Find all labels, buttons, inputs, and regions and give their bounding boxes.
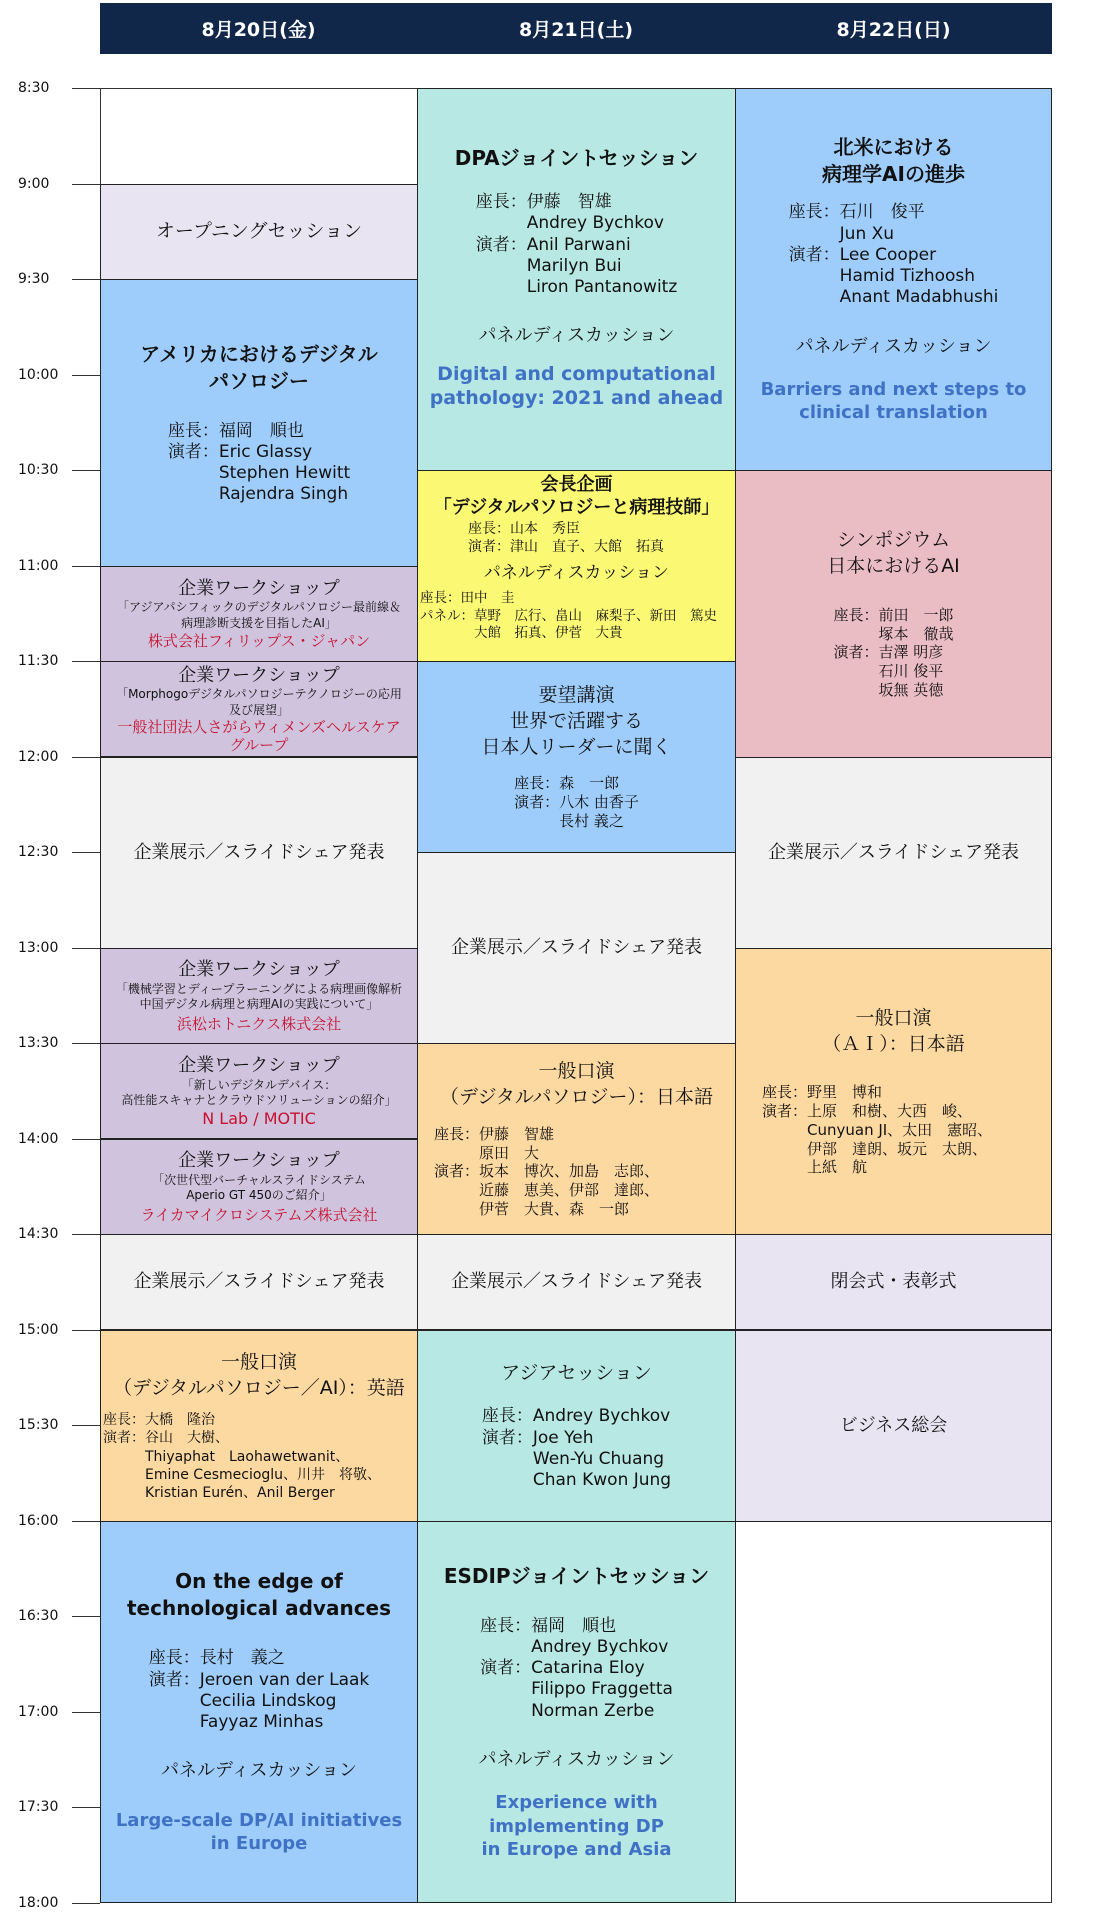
- sun-oral-ai: [735, 948, 1052, 1235]
- time-tick: [72, 566, 100, 567]
- time-label: 9:30: [18, 271, 50, 287]
- time-tick: [72, 184, 100, 185]
- speaker-list: 座長：Andrey Bychkov 演者：Joe Yeh Wen-Yu Chuang Chan Kwon Jung: [481, 1406, 672, 1491]
- speaker-list: 座長：山本 秀臣 演者：津山 直子、大館 拓真: [468, 520, 664, 555]
- time-tick: [72, 470, 100, 471]
- session-title: ESDIPジョイントセッション: [443, 1563, 710, 1588]
- workshop-topic: 「機械学習とディープラーニングによる病理画像解析: [115, 981, 403, 996]
- panel-topic: pathology: 2021 and ahead: [429, 387, 724, 410]
- workshop-heading: 企業ワークショップ: [178, 1055, 340, 1077]
- session-title: 病理学AIの進歩: [822, 162, 965, 187]
- exhibition-title: 企業展示／スライドシェア発表: [133, 1271, 385, 1293]
- time-tick: [72, 661, 100, 662]
- speaker-list: 座長：大橋 隆治 演者：谷山 大樹、 Thiyaphat Laohawetwanit、 Emine Cesmecioglu、川井 将敬、 Kristian Eurén、Anil Berger: [103, 1412, 382, 1501]
- time-label: 12:30: [18, 844, 59, 860]
- time-tick: [72, 1139, 100, 1140]
- time-label: 10:00: [18, 367, 59, 383]
- time-tick: [72, 852, 100, 853]
- panel-label: パネルディスカッション: [483, 563, 670, 584]
- session-title: パソロジー: [209, 368, 309, 393]
- time-tick: [72, 757, 100, 758]
- time-label: 8:30: [18, 80, 50, 96]
- header-day-1: 8月20日(金): [100, 3, 417, 54]
- speaker-list: 座長：福岡 順也 Andrey Bychkov 演者：Catarina Eloy Filippo Fraggetta Norman Zerbe: [480, 1615, 673, 1721]
- session-title: 要望講演: [538, 684, 615, 707]
- workshop-company: ライカマイクロシステムズ株式会社: [140, 1205, 378, 1224]
- panel-label: パネルディスカッション: [478, 325, 675, 347]
- time-label: 11:00: [18, 558, 59, 574]
- fri-exhibition-2: [100, 1234, 418, 1330]
- session-title: 一般口演: [220, 1350, 297, 1373]
- time-tick: [72, 1807, 100, 1808]
- session-title: 一般口演: [855, 1006, 932, 1029]
- panel-topic: in Europe: [210, 1833, 308, 1855]
- sat-exhibition-2: [417, 1234, 736, 1330]
- fri-workshop-morphogo: [100, 661, 418, 757]
- speaker-list: 座長：森 一郎 演者：八木 由香子 長村 義之: [514, 774, 639, 830]
- exhibition-title: 企業展示／スライドシェア発表: [450, 937, 703, 959]
- workshop-topic: 中国デジタル病理と病理AIの実践について」: [139, 997, 379, 1012]
- workshop-topic: 病理診断支援を目指したAI」: [181, 615, 337, 630]
- panel-label: パネルディスカッション: [160, 1760, 358, 1782]
- time-label: 18:00: [18, 1895, 59, 1911]
- header-day-2: 8月21日(土): [417, 3, 735, 54]
- workshop-company: 浜松ホトニクス株式会社: [176, 1014, 342, 1033]
- business-title: ビジネス総会: [839, 1415, 948, 1437]
- workshop-heading: 企業ワークショップ: [178, 959, 340, 981]
- opening-title: オープニングセッション: [155, 220, 363, 243]
- time-label: 15:00: [18, 1322, 59, 1338]
- session-title: （ＡＩ）：日本語: [822, 1032, 965, 1055]
- session-title: 世界で活躍する: [509, 710, 643, 733]
- time-label: 17:00: [18, 1704, 59, 1720]
- sat-keynote-session: [417, 661, 736, 853]
- frame-top: [100, 88, 417, 89]
- fri-workshop-philips: [100, 566, 418, 662]
- session-title: 一般口演: [538, 1060, 615, 1083]
- panel-topic: Barriers and next steps to: [760, 378, 1027, 400]
- workshop-heading: 企業ワークショップ: [178, 1150, 340, 1172]
- fri-workshop-leica: [100, 1139, 418, 1235]
- time-label: 17:30: [18, 1799, 59, 1815]
- session-title: （デジタルパソロジー）：日本語: [439, 1086, 714, 1109]
- sun-exhibition-1: [735, 757, 1052, 949]
- time-tick: [72, 1903, 100, 1904]
- time-tick: [72, 279, 100, 280]
- time-tick: [72, 1616, 100, 1617]
- time-tick: [72, 375, 100, 376]
- workshop-topic: 高性能スキャナとクラウドソリューションの紹介」: [121, 1093, 397, 1108]
- workshop-topic: 「次世代型バーチャルスライドシステム: [152, 1172, 366, 1187]
- session-title: アメリカにおけるデジタル: [140, 341, 378, 366]
- workshop-heading: 企業ワークショップ: [178, 664, 340, 686]
- exhibition-title: 企業展示／スライドシェア発表: [450, 1271, 703, 1293]
- fri-oral-english: [100, 1330, 418, 1522]
- panel-topic: implementing DP: [489, 1815, 664, 1837]
- workshop-company: 株式会社フィリップス・ジャパン: [147, 631, 371, 650]
- time-label: 13:30: [18, 1035, 59, 1051]
- time-label: 14:30: [18, 1226, 59, 1242]
- speaker-list: 座長：長村 義之 演者：Jeroen van der Laak Cecilia Lindskog Fayyaz Minhas: [148, 1648, 370, 1733]
- sat-esdip-session: [417, 1521, 736, 1903]
- time-label: 14:00: [18, 1131, 59, 1147]
- fri-america-session: [100, 279, 418, 567]
- panel-member-list: 座長：田中 圭 パネル：草野 広行、畠山 麻梨子、新田 篤史 大館 拓真、伊菅 大貴: [420, 590, 717, 642]
- time-label: 12:00: [18, 749, 59, 765]
- time-label: 9:00: [18, 176, 50, 192]
- time-label: 10:30: [18, 462, 59, 478]
- panel-topic: Digital and computational: [437, 362, 716, 385]
- speaker-list: 座長：石川 俊平 Jun Xu 演者：Lee Cooper Hamid Tizhoosh Anant Madabhushi: [788, 202, 999, 308]
- workshop-topic: 「アジアパシフィックのデジタルパソロジー最前線＆: [116, 600, 402, 615]
- session-title: 会長企画: [540, 474, 613, 495]
- sat-dpa-session: [417, 88, 736, 471]
- speaker-list: 座長：野里 博和 演者：上原 和樹、大西 峻、 Cunyuan JI、太田 憲昭、 伊部 達朗、坂元 太朗、 上紙 航: [762, 1083, 993, 1177]
- time-label: 16:30: [18, 1608, 59, 1624]
- sun-business-meeting: [735, 1330, 1052, 1522]
- workshop-company: 一般社団法人さがらウィメンズヘルスケア: [117, 718, 401, 737]
- workshop-company: グループ: [229, 736, 289, 755]
- panel-topic: in Europe and Asia: [481, 1839, 672, 1861]
- sat-exhibition-1: [417, 852, 736, 1044]
- time-label: 16:00: [18, 1513, 59, 1529]
- session-title: 「デジタルパソロジーと病理技師」: [433, 497, 720, 519]
- panel-topic: Experience with: [495, 1792, 658, 1814]
- session-title: （デジタルパソロジー／AI）：英語: [113, 1376, 405, 1399]
- session-title: アジアセッション: [501, 1361, 652, 1384]
- workshop-heading: 企業ワークショップ: [178, 577, 340, 599]
- speaker-list: 座長：伊藤 智雄 原田 大 演者：坂本 博次、加島 志郎、 近藤 恵美、伊部 達郎、 伊菅 大貴、森 一郎: [434, 1124, 660, 1218]
- fri-exhibition-1: [100, 757, 418, 949]
- time-label: 15:30: [18, 1417, 59, 1433]
- workshop-topic: 及び展望」: [228, 702, 289, 717]
- sat-asia-session: [417, 1330, 736, 1522]
- session-title: DPAジョイントセッション: [454, 146, 699, 170]
- time-tick: [72, 948, 100, 949]
- sun-north-america-session: [735, 88, 1052, 471]
- workshop-topic: 「新しいデジタルデバイス：: [181, 1077, 337, 1092]
- time-tick: [72, 1425, 100, 1426]
- time-tick: [72, 1043, 100, 1044]
- session-title: 北米における: [833, 135, 954, 160]
- fri-workshop-motic: [100, 1043, 418, 1139]
- session-title: シンポジウム: [836, 529, 951, 552]
- fri-edge-session: [100, 1521, 418, 1903]
- sat-president-program: [417, 470, 736, 662]
- sun-symposium: [735, 470, 1052, 758]
- session-title: technological advances: [126, 1596, 392, 1621]
- panel-topic: clinical translation: [799, 402, 988, 424]
- panel-label: パネルディスカッション: [795, 335, 992, 357]
- speaker-list: 座長：前田 一郎 塚本 徹哉 演者：吉澤 明彦 石川 俊平 坂無 英徳: [833, 605, 954, 699]
- closing-title: 閉会式・表彰式: [830, 1271, 957, 1293]
- workshop-company: N Lab / MOTIC: [202, 1108, 316, 1128]
- exhibition-title: 企業展示／スライドシェア発表: [133, 842, 385, 864]
- time-tick: [72, 1234, 100, 1235]
- time-label: 11:30: [18, 653, 59, 669]
- time-tick: [72, 88, 100, 89]
- time-tick: [72, 1712, 100, 1713]
- sat-oral-japanese: [417, 1043, 736, 1235]
- workshop-topic: Aperio GT 450のご紹介」: [186, 1188, 332, 1203]
- speaker-list: 座長：伊藤 智雄 Andrey Bychkov 演者：Anil Parwani Marilyn Bui Liron Pantanowitz: [475, 192, 678, 297]
- time-tick: [72, 1521, 100, 1522]
- session-title: 日本人リーダーに聞く: [481, 735, 672, 758]
- header-day-3: 8月22日(日): [735, 3, 1052, 54]
- workshop-topic: 「Morphogoデジタルパソロジーテクノロジーの応用: [116, 687, 402, 702]
- speaker-list: 座長：福岡 順也 演者：Eric Glassy Stephen Hewitt Rajendra Singh: [167, 420, 351, 505]
- time-tick: [72, 1330, 100, 1331]
- session-title: 日本におけるAI: [827, 555, 960, 578]
- fri-workshop-hamamatsu: [100, 948, 418, 1044]
- exhibition-title: 企業展示／スライドシェア発表: [767, 842, 1020, 864]
- time-label: 13:00: [18, 940, 59, 956]
- panel-label: パネルディスカッション: [478, 1748, 675, 1770]
- sun-closing-ceremony: [735, 1234, 1052, 1330]
- fri-opening-session: [100, 184, 418, 280]
- panel-topic: Large-scale DP/AI initiatives: [115, 1809, 403, 1831]
- session-title: On the edge of: [175, 1569, 343, 1594]
